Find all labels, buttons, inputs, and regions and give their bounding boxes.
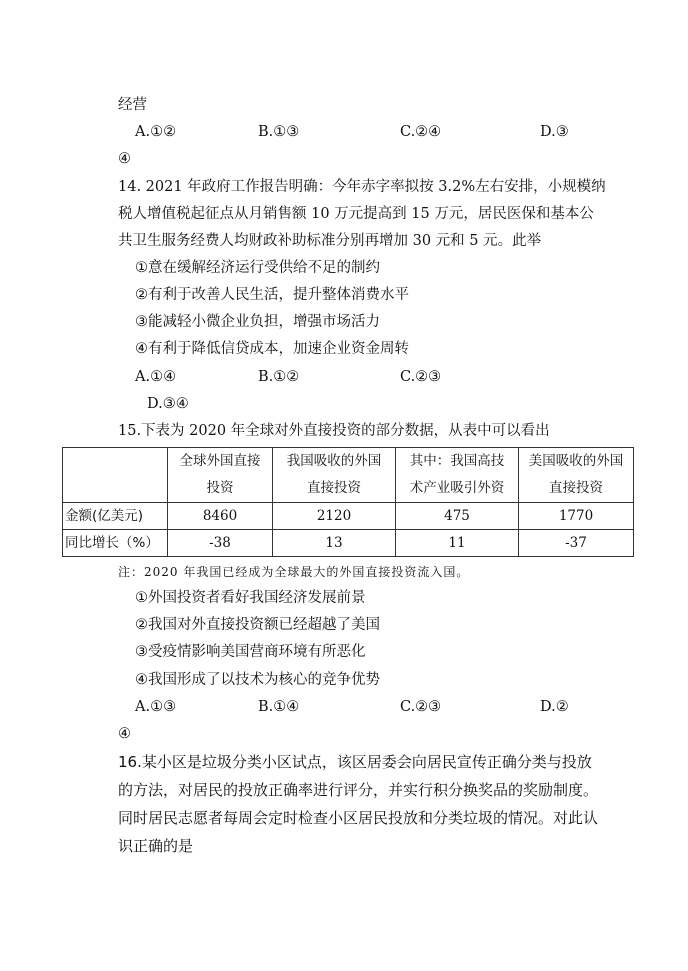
table-row: [63, 503, 634, 530]
q15-option-d: D.②: [540, 699, 569, 715]
table-note: 注：2020 年我国已经成为全球最大的外国直接投资流入国。: [118, 565, 470, 579]
q16-stem-line-1: 16.某小区是垃圾分类小区试点，该区居委会向居民宣传正确分类与投放: [118, 753, 592, 771]
q15-option-a: A.①③: [135, 699, 177, 715]
q14-stem-line-2: 税人增值税起征点从月销售额 10 万元提高到 15 万元，居民医保和基本公: [118, 206, 594, 222]
table-cell: 475: [396, 503, 519, 530]
q15-option-d-wrap: ④: [118, 726, 131, 742]
table-cell: 1770: [519, 503, 634, 530]
table-cell: -38: [168, 530, 273, 557]
q14-item-3: ③能减轻小微企业负担，增强市场活力: [135, 314, 380, 330]
table-cell: 13: [273, 530, 396, 557]
q14-option-b: B.①②: [258, 369, 300, 385]
q16-stem-line-2: 的方法，对居民的投放正确率进行评分，并实行积分换奖品的奖励制度。: [118, 781, 599, 799]
table-header-cell: 其中：我国高技 术产业吸引外资: [396, 448, 519, 503]
table-header-row: [63, 448, 634, 503]
q15-item-1: ①外国投资者看好我国经济发展前景: [135, 590, 366, 606]
q15-item-4: ④我国形成了以技术为核心的竞争优势: [135, 672, 380, 688]
q14-item-4: ④有利于降低信贷成本，加速企业资金周转: [135, 341, 409, 357]
q13-option-d: D.③: [540, 124, 569, 140]
table-header-cell: [63, 448, 168, 503]
table-header-cell: 全球外国直接 投资: [168, 448, 273, 503]
q14-stem-line-3: 共卫生服务经费人均财政补助标准分别再增加 30 元和 5 元。此举: [118, 233, 542, 249]
table-cell: 2120: [273, 503, 396, 530]
q15-item-3: ③受疫情影响美国营商环境有所恶化: [135, 644, 366, 660]
q15-item-2: ②我国对外直接投资额已经超越了美国: [135, 617, 380, 633]
q14-option-a: A.①④: [135, 369, 177, 385]
q16-stem-line-4: 识正确的是: [118, 837, 194, 855]
q14-item-2: ②有利于改善人民生活，提升整体消费水平: [135, 287, 409, 303]
q13-tail: 经营: [118, 97, 147, 113]
table-row: [63, 530, 634, 557]
q13-option-b: B.①③: [258, 124, 300, 140]
q13-option-d-wrap: ④: [118, 151, 131, 167]
q13-option-c: C.②④: [400, 124, 442, 140]
table-header-cell: 我国吸收的外国 直接投资: [273, 448, 396, 503]
q15-option-b: B.①④: [258, 699, 300, 715]
q14-stem-line-1: 14. 2021 年政府工作报告明确：今年赤字率拟按 3.2%左右安排，小规模纳: [118, 179, 606, 195]
table-cell: 8460: [168, 503, 273, 530]
table-header-cell: 美国吸收的外国 直接投资: [519, 448, 634, 503]
q16-stem-line-3: 同时居民志愿者每周会定时检查小区居民投放和分类垃圾的情况。对此认: [118, 809, 599, 827]
q14-option-c: C.②③: [400, 369, 442, 385]
table-cell: 金额(亿美元): [63, 503, 168, 530]
q13-option-a: A.①②: [135, 124, 177, 140]
q14-option-d: D.③④: [147, 396, 189, 412]
fdi-table: [62, 447, 634, 557]
table-cell: -37: [519, 530, 634, 557]
q15-stem: 15.下表为 2020 年全球对外直接投资的部分数据，从表中可以看出: [118, 423, 550, 439]
table-cell: 同比增长（%）: [63, 530, 168, 557]
q14-item-1: ①意在缓解经济运行受供给不足的制约: [135, 260, 380, 276]
table-cell: 11: [396, 530, 519, 557]
q15-option-c: C.②③: [400, 699, 442, 715]
